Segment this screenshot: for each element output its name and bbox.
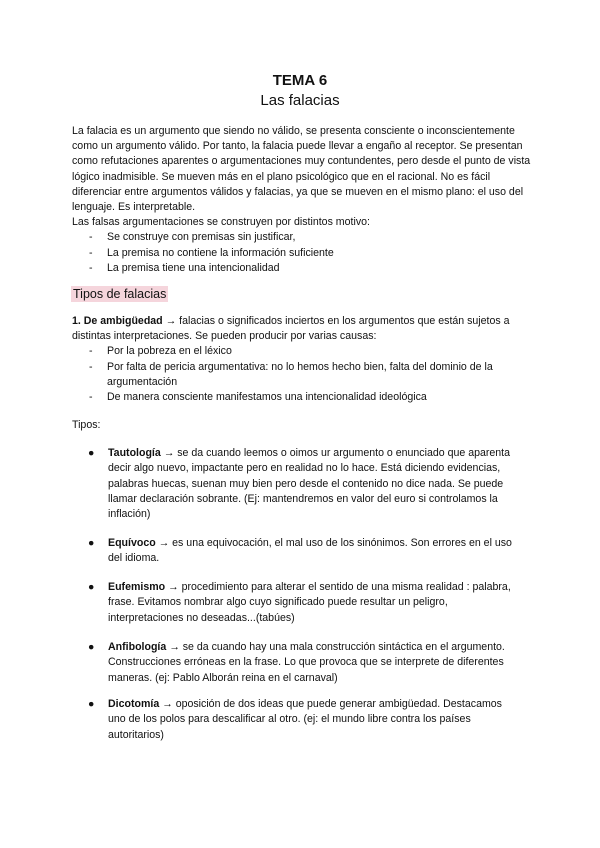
page-subtitle: Las falacias xyxy=(260,92,340,109)
tipo-term: Equívoco xyxy=(108,537,156,549)
tipo-description: → procedimiento para alterar el sentido de una misma realidad : palabra, frase. Evitamos nombrar algo cuyo significado puede resultar un peligro, interpretaciones no deseadas...(tabúes) xyxy=(108,581,511,624)
section-heading: Tipos de falacias xyxy=(73,287,167,301)
tipo-description: → se da cuando hay una mala construcción sintáctica en el argumento. Construcciones erróneas en la frase. Lo que provoca que se interprete de diferentes maneras. (ej: Pablo Alborán reina en el carnaval) xyxy=(108,641,505,684)
list-item: - Se construye con premisas sin justificar, xyxy=(72,230,532,245)
bullet-icon: ● xyxy=(88,641,95,653)
tipos-label: Tipos: xyxy=(72,419,101,431)
list-item: - De manera consciente manifestamos una intencionalidad ideológica xyxy=(72,390,532,405)
tipo-description: → es una equivocación, el mal uso de los sinónimos. Son errores en el uso del idioma. xyxy=(108,537,512,565)
intro-paragraph: La falacia es un argumento que siendo no válido, se presenta consciente o inconscientemente como un argumento válido. Por tanto, la falacia puede llevar a engaño al receptor. Se presentan como refutaciones aparentes o argumentaciones muy contundentes, pero desde el punto de vista lógico inadmisible. Se mueven más en el plano psicológico que en el racional. No es fácil diferenciar entre argumentos válidos y falacias, ya que se mueven en el mismo plano: el uso del lenguaje. Es interpretable. xyxy=(72,125,531,214)
tipo-text xyxy=(108,580,522,626)
bullet-icon: ● xyxy=(88,447,95,459)
tipo-description: → oposición de dos ideas que puede generar ambigüedad. Destacamos uno de los polos para descalificar al otro. (ej: el mundo libre contra los países autoritarios) xyxy=(108,698,502,741)
list-item: - Por falta de pericia argumentativa: no lo hemos hecho bien, falta del dominio de la argumentación xyxy=(72,360,532,390)
tipo-term: Anfibología xyxy=(108,641,167,653)
ambiguedad-paragraph xyxy=(72,314,532,344)
list-item: - Por la pobreza en el léxico xyxy=(72,344,532,359)
list-item: - La premisa no contiene la información suficiente xyxy=(72,246,532,261)
list-item: - La premisa tiene una intencionalidad xyxy=(72,261,532,276)
tipo-text xyxy=(108,446,522,522)
bullet-icon: ● xyxy=(88,581,95,593)
intro-section xyxy=(72,124,532,276)
tipo-term: Eufemismo xyxy=(108,581,166,593)
tipo-text xyxy=(108,536,522,567)
tipo-text xyxy=(108,640,522,686)
page-title: TEMA 6 xyxy=(272,72,328,89)
bullet-icon: ● xyxy=(88,698,95,710)
ambiguedad-text: → falacias o significados inciertos en los argumentos que están sujetos a distintas interpretaciones. Se pueden producir por varias causas: xyxy=(72,315,510,343)
ambiguedad-section xyxy=(72,314,532,405)
tipo-text xyxy=(108,697,522,743)
ambiguedad-label: 1. De ambigüedad xyxy=(72,315,163,327)
tipo-description: → se da cuando leemos o oimos ur argumento o enunciado que aparenta decir algo nuevo, impactante pero en realidad no lo hace. Está diciendo evidencias, palabras huecas, suenan muy bien pero desde el contenido no dice nada. Se puede llamar declaración sobrante. (Ej: mantendremos en valor del euro si controlamos la inflación) xyxy=(108,447,511,521)
tipo-term: Tautología xyxy=(108,447,161,459)
tipo-term: Dicotomía xyxy=(108,698,160,710)
intro-paragraph-2: Las falsas argumentaciones se construyen por distintos motivo: xyxy=(72,216,370,229)
bullet-icon: ● xyxy=(88,537,95,549)
